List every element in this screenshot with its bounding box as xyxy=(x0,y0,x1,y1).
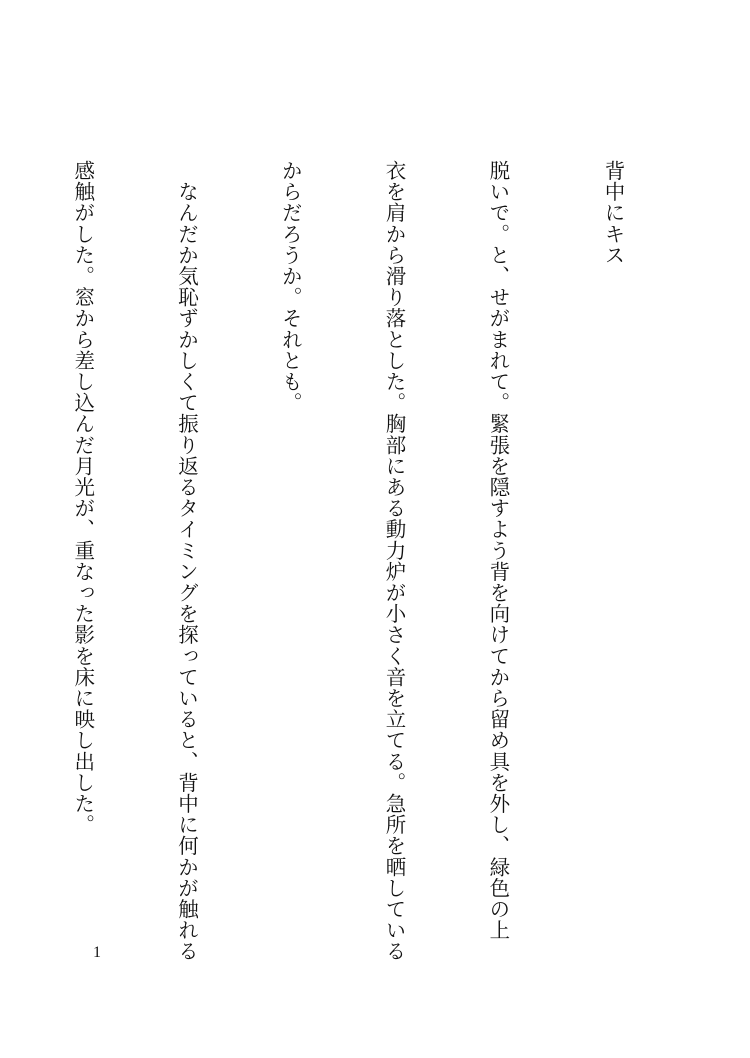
page-number: 1 xyxy=(93,944,101,961)
text-line: 感触がした。窓から差し込んだ月光が、重なった影を床に映し出した。 xyxy=(70,160,95,836)
story-body xyxy=(0,160,584,962)
text-line: 衣を肩から滑り落とした。胸部にある動力炉が小さく音を立てる。急所を晒している xyxy=(382,160,407,962)
story-title: 背中にキス xyxy=(601,160,625,266)
text-line: なんだか気恥ずかしくて振り返るタイミングを探っていると、背中に何かが触れる xyxy=(174,160,199,962)
text-line: からだろうか。それとも。 xyxy=(278,160,303,414)
text-line: 脱いで。と、せがまれて。緊張を隠すよう背を向けてから留め具を外し、緑色の上 xyxy=(485,160,510,941)
